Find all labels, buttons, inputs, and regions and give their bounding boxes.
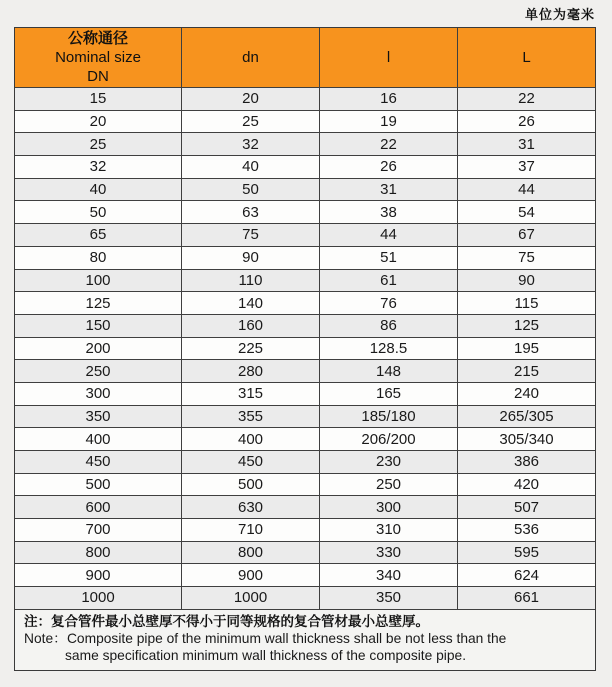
table-cell: 230	[320, 451, 458, 474]
table-cell: 280	[182, 360, 320, 383]
table-row	[15, 246, 596, 269]
table-cell: 400	[15, 428, 182, 451]
table-cell: 76	[320, 292, 458, 315]
table-cell: 700	[15, 519, 182, 542]
table-cell: 61	[320, 269, 458, 292]
table-cell: 800	[15, 541, 182, 564]
table-cell: 310	[320, 519, 458, 542]
table-row	[15, 133, 596, 156]
header-nominal-size-cn: 公称通径	[67, 30, 128, 47]
table-cell: 26	[458, 110, 596, 133]
note-cell	[15, 609, 596, 670]
table-cell: 305/340	[458, 428, 596, 451]
table-cell: 31	[458, 133, 596, 156]
table-cell: 75	[182, 224, 320, 247]
table-cell: 63	[182, 201, 320, 224]
table-cell: 340	[320, 564, 458, 587]
header-l-lower-label: l	[386, 49, 391, 66]
table-cell: 630	[182, 496, 320, 519]
table-cell: 65	[15, 224, 182, 247]
table-row	[15, 405, 596, 428]
table-cell: 330	[320, 541, 458, 564]
table-row	[15, 519, 596, 542]
table-cell: 240	[458, 382, 596, 405]
table-cell: 420	[458, 473, 596, 496]
table-body	[15, 88, 596, 610]
note-row	[15, 609, 596, 670]
table-cell: 225	[182, 337, 320, 360]
table-cell: 128.5	[320, 337, 458, 360]
table-cell: 86	[320, 314, 458, 337]
table-cell: 265/305	[458, 405, 596, 428]
table-cell: 300	[15, 382, 182, 405]
table-cell: 125	[15, 292, 182, 315]
table-cell: 16	[320, 88, 458, 111]
table-cell: 125	[458, 314, 596, 337]
table-cell: 90	[182, 246, 320, 269]
table-cell: 300	[320, 496, 458, 519]
table-cell: 25	[15, 133, 182, 156]
table-cell: 50	[15, 201, 182, 224]
table-cell: 250	[15, 360, 182, 383]
table-cell: 19	[320, 110, 458, 133]
table-cell: 38	[320, 201, 458, 224]
table-cell: 250	[320, 473, 458, 496]
table-cell: 110	[182, 269, 320, 292]
table-cell: 500	[15, 473, 182, 496]
table-cell: 22	[458, 88, 596, 111]
table-cell: 1000	[182, 587, 320, 610]
table-row	[15, 564, 596, 587]
table-row	[15, 382, 596, 405]
table-row	[15, 541, 596, 564]
header-nominal-size-dn: DN	[87, 68, 109, 85]
table-cell: 26	[320, 156, 458, 179]
table-cell: 355	[182, 405, 320, 428]
table-row	[15, 110, 596, 133]
table-cell: 15	[15, 88, 182, 111]
table-cell: 900	[15, 564, 182, 587]
header-cell-l-lower	[320, 28, 458, 88]
table-row	[15, 269, 596, 292]
table-cell: 40	[182, 156, 320, 179]
table-cell: 20	[182, 88, 320, 111]
table-cell: 67	[458, 224, 596, 247]
table-cell: 1000	[15, 587, 182, 610]
table-cell: 150	[15, 314, 182, 337]
table-cell: 200	[15, 337, 182, 360]
table-cell: 165	[320, 382, 458, 405]
table-cell: 800	[182, 541, 320, 564]
table-row	[15, 587, 596, 610]
table-cell: 450	[182, 451, 320, 474]
note-line-cn: 注：复合管件最小总壁厚不得小于同等规格的复合管材最小总壁厚。	[24, 613, 429, 629]
table-cell: 25	[182, 110, 320, 133]
header-cell-dn	[182, 28, 320, 88]
table-cell: 37	[458, 156, 596, 179]
table-cell: 595	[458, 541, 596, 564]
table-cell: 44	[320, 224, 458, 247]
table-cell: 160	[182, 314, 320, 337]
table-cell: 400	[182, 428, 320, 451]
table-cell: 140	[182, 292, 320, 315]
table-footer	[15, 609, 596, 670]
table-cell: 44	[458, 178, 596, 201]
table-cell: 115	[458, 292, 596, 315]
table-cell: 148	[320, 360, 458, 383]
table-cell: 661	[458, 587, 596, 610]
table-cell: 20	[15, 110, 182, 133]
table-cell: 350	[15, 405, 182, 428]
table-cell: 315	[182, 382, 320, 405]
table-row	[15, 473, 596, 496]
table-cell: 500	[182, 473, 320, 496]
table-cell: 624	[458, 564, 596, 587]
unit-label: 单位为毫米	[524, 7, 595, 22]
table-cell: 40	[15, 178, 182, 201]
table-cell: 206/200	[320, 428, 458, 451]
table-cell: 75	[458, 246, 596, 269]
table-cell: 100	[15, 269, 182, 292]
table-cell: 386	[458, 451, 596, 474]
table-row	[15, 156, 596, 179]
header-nominal-size-en: Nominal size	[55, 49, 141, 66]
header-cell-nominal-size	[15, 28, 182, 88]
table-cell: 507	[458, 496, 596, 519]
table-row	[15, 496, 596, 519]
note-line-en-1: Note：Composite pipe of the minimum wall thickness shall be not less than the	[24, 630, 507, 646]
table-cell: 32	[15, 156, 182, 179]
header-row	[15, 28, 596, 88]
note-line-en-2: same specification minimum wall thickness of the composite pipe.	[65, 647, 467, 663]
table-cell: 215	[458, 360, 596, 383]
table-row	[15, 314, 596, 337]
table-cell: 710	[182, 519, 320, 542]
table-cell: 51	[320, 246, 458, 269]
table-cell: 450	[15, 451, 182, 474]
table-row	[15, 337, 596, 360]
table-row	[15, 224, 596, 247]
table-row	[15, 201, 596, 224]
table-row	[15, 88, 596, 111]
dimension-spec-table	[14, 27, 596, 671]
table-cell: 31	[320, 178, 458, 201]
table-row	[15, 178, 596, 201]
table-cell: 185/180	[320, 405, 458, 428]
header-l-upper-label: L	[522, 49, 531, 66]
header-cell-l-upper	[458, 28, 596, 88]
table-header	[15, 28, 596, 88]
table-cell: 900	[182, 564, 320, 587]
table-cell: 195	[458, 337, 596, 360]
table-cell: 22	[320, 133, 458, 156]
table-cell: 536	[458, 519, 596, 542]
table-row	[15, 360, 596, 383]
table-cell: 50	[182, 178, 320, 201]
table-cell: 32	[182, 133, 320, 156]
table-cell: 90	[458, 269, 596, 292]
table-cell: 350	[320, 587, 458, 610]
table-cell: 54	[458, 201, 596, 224]
table-row	[15, 451, 596, 474]
table-row	[15, 428, 596, 451]
table-cell: 600	[15, 496, 182, 519]
table-cell: 80	[15, 246, 182, 269]
header-dn-label: dn	[242, 49, 259, 66]
table-row	[15, 292, 596, 315]
